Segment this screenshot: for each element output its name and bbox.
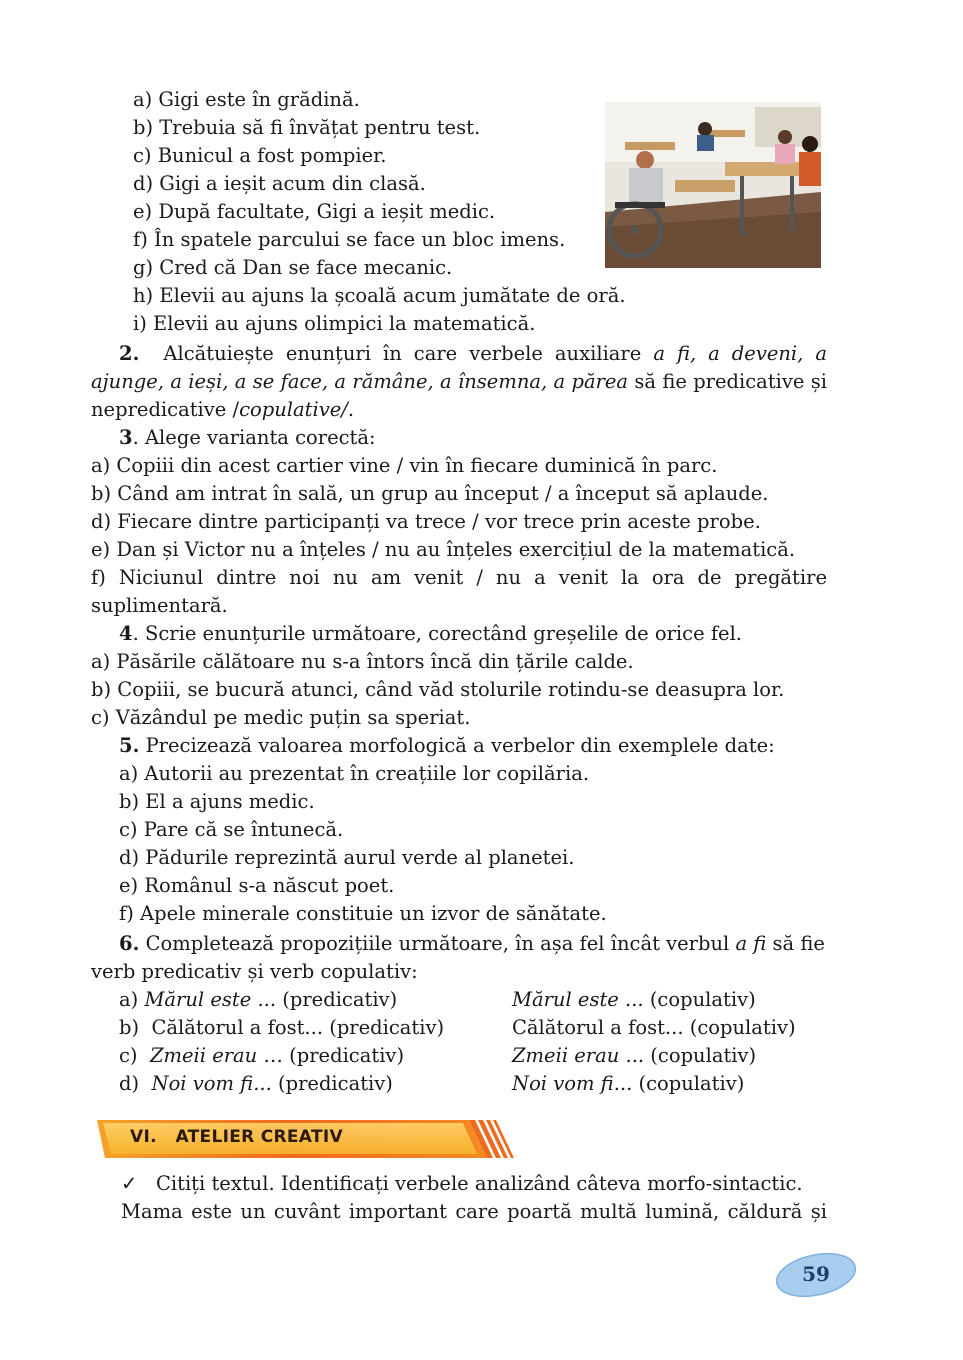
completion-row-predicative: c) Zmeii erau … (predicativ) (119, 1044, 405, 1067)
section-title: VI. ATELIER CREATIV (130, 1127, 343, 1147)
exercise-2-line-2: ajunge, a ieși, a se face, a rămâne, a însemna, a părea să fie predicative și (91, 370, 828, 393)
exercise-2-line-1: 2. Alcătuiește enunțuri în care verbele auxiliare a fi, a deveni, a (119, 342, 828, 365)
list-item-continuation: suplimentară. (91, 594, 228, 617)
classroom-photo (605, 102, 821, 268)
list-item: a) Copiii din acest cartier vine / vin în fiecare duminică în parc. (91, 454, 718, 477)
completion-row-copulative: Călătorul a fost... (copulativ) (512, 1016, 796, 1039)
list-item: e) După facultate, Gigi a ieșit medic. (133, 200, 496, 223)
list-item: f) Niciunul dintre noi nu am venit / nu a venit la ora de pregătire (91, 566, 827, 589)
completion-row-predicative: d) Noi vom fi... (predicativ) (119, 1072, 393, 1095)
list-item: c) Bunicul a fost pompier. (133, 144, 387, 167)
list-item: d) Fiecare dintre participanți va trece / vor trece prin aceste probe. (91, 510, 761, 533)
list-item: a) Gigi este în grădină. (133, 88, 360, 111)
classroom-illustration (605, 102, 821, 268)
page-number: 59 (802, 1262, 830, 1286)
completion-row-predicative: b) Călătorul a fost... (predicativ) (119, 1016, 445, 1039)
list-item: b) El a ajuns medic. (119, 790, 315, 813)
list-item: i) Elevii au ajuns olimpici la matematică. (133, 312, 536, 335)
list-item: a) Păsările călătoare nu s-a întors încă din țările calde. (91, 650, 634, 673)
text-excerpt: Mama este un cuvânt important care poartă multă lumină, căldură și (121, 1200, 827, 1223)
exercise-number: 3 (119, 426, 133, 449)
list-item: f) În spatele parcului se face un bloc imens. (133, 228, 566, 251)
exercise-title-continuation: verb predicativ și verb copulativ: (91, 960, 418, 983)
exercise-title: 5. Precizează valoarea morfologică a verbelor din exemplele date: (119, 734, 775, 757)
exercise-number: 2. (119, 342, 140, 365)
exercise-number: 4 (119, 622, 133, 645)
exercise-number: 6. (119, 932, 140, 955)
instruction-line: ✓ Citiți textul. Identificați verbele analizând câteva morfo-sintactic. (121, 1172, 803, 1195)
list-item: g) Cred că Dan se face mecanic. (133, 256, 453, 279)
list-item: c) Pare că se întunecă. (119, 818, 344, 841)
exercise-title: 6. Completează propozițiile următoare, în așa fel încât verbul a fi să fie (119, 932, 825, 955)
list-item: e) Românul s-a născut poet. (119, 874, 395, 897)
list-item: b) Când am intrat în sală, un grup au început / a început să aplaude. (91, 482, 769, 505)
list-item: f) Apele minerale constituie un izvor de sănătate. (119, 902, 607, 925)
exercise-title: 3. Alege varianta corectă: (119, 426, 376, 449)
completion-row-copulative: Noi vom fi... (copulativ) (512, 1072, 745, 1095)
exercise-title: 4. Scrie enunțurile următoare, corectând greșelile de orice fel. (119, 622, 743, 645)
completion-row-copulative: Mărul este ... (copulativ) (512, 988, 756, 1011)
list-item: d) Pădurile reprezintă aurul verde al planetei. (119, 846, 575, 869)
list-item: h) Elevii au ajuns la școală acum jumătate de oră. (133, 284, 626, 307)
list-item: a) Autorii au prezentat în creațiile lor copilăria. (119, 762, 590, 785)
list-item: e) Dan și Victor nu a înțeles / nu au înțeles exercițiul de la matematică. (91, 538, 796, 561)
check-icon: ✓ (121, 1172, 138, 1195)
list-item: d) Gigi a ieșit acum din clasă. (133, 172, 426, 195)
completion-row-copulative: Zmeii erau ... (copulativ) (512, 1044, 757, 1067)
exercise-number: 5. (119, 734, 140, 757)
list-item: b) Copiii, se bucură atunci, când văd stolurile rotindu-se deasupra lor. (91, 678, 785, 701)
list-item: b) Trebuia să fi învățat pentru test. (133, 116, 481, 139)
list-item: c) Văzândul pe medic puțin sa speriat. (91, 706, 471, 729)
completion-row-predicative: a) Mărul este ... (predicativ) (119, 988, 398, 1011)
exercise-2-line-3: nepredicative /copulative/. (91, 398, 355, 421)
